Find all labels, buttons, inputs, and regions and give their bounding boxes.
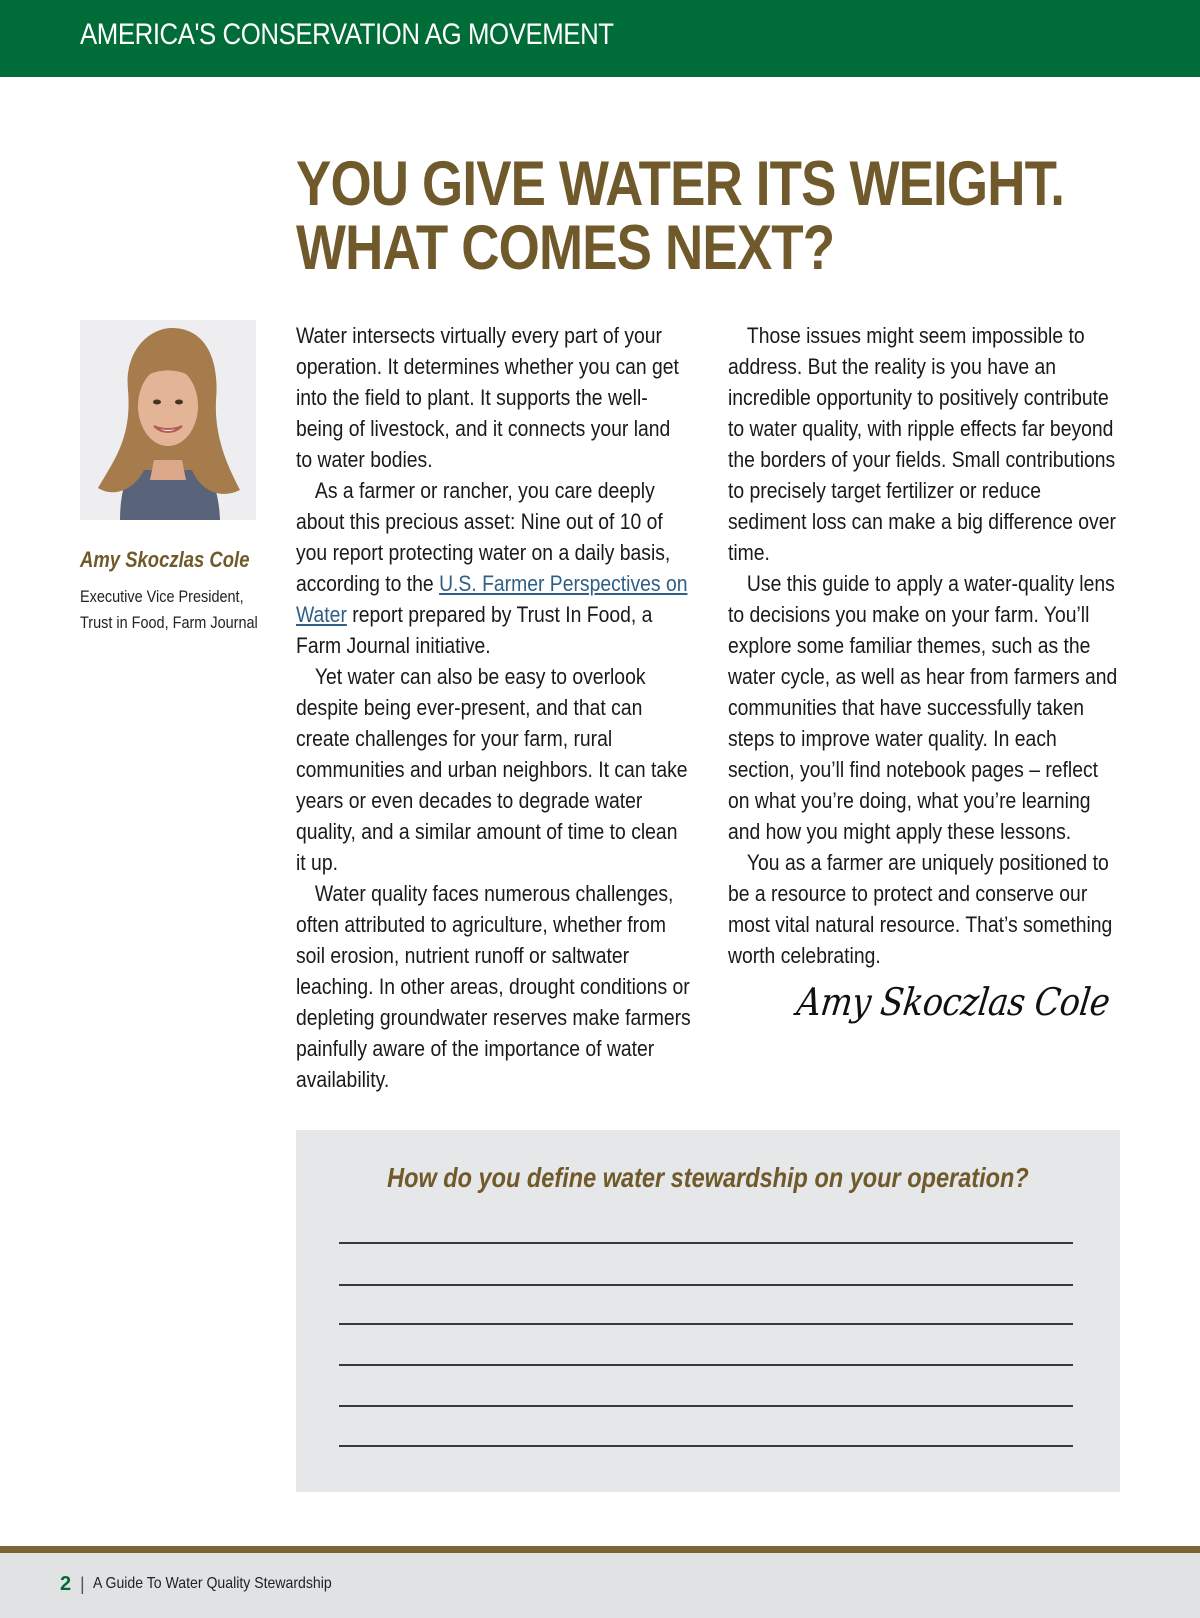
page-footer [0,1553,1200,1618]
body-paragraph: Yet water can also be easy to overlook despite being ever-present, and that can create challenges for your farm, rural communities and urban neighbors. It can take years or even decades to degrade water quality, and a similar amount of time to clean it up. [296,664,688,875]
body-paragraph: Water quality faces numerous challenges, often attributed to agriculture, whether from soil erosion, nutrient runoff or saltwater leaching. In other areas, drought conditions or depleting groundwater reserves make farmers painfully aware of the importance of water availability. [296,881,691,1092]
author-title [80,584,276,636]
notebook-question: How do you define water stewardship on your operation? [387,1162,1029,1193]
author-signature: Amy Skoczlas Cole [794,980,1113,1024]
footer-rule [0,1546,1200,1553]
writing-line[interactable] [339,1364,1073,1366]
headline-line-2: WHAT COMES NEXT? [296,213,835,283]
body-paragraph: Water intersects virtually every part of your operation. It determines whether you can get into the field to plant. It supports the well-being of livestock, and it connects your land to water bodies. [296,323,679,472]
body-text: As a farmer or rancher, you care deeply about this precious asset: Nine out of 10 of you report protecting water on a daily basis, according to the [296,478,671,596]
page-headline [296,149,1065,283]
top-banner [0,0,1200,77]
writing-line[interactable] [339,1445,1073,1447]
author-name: Amy Skoczlas Cole [80,547,250,572]
body-paragraph [296,475,692,661]
body-column-right [728,320,1124,971]
footer-separator: | [80,1574,85,1594]
report-link[interactable]: U.S. Farmer Perspectives on Water [296,571,688,627]
author-photo [80,320,256,520]
body-paragraph: Those issues might seem impossible to address. But the reality is you have an incredible opportunity to positively contribute to water quality, with ripple effects far beyond the borders of your fields. Small contributions to precisely target fertilizer or reduce sediment loss can make a big difference over time. [728,323,1116,565]
writing-line[interactable] [339,1242,1073,1244]
writing-line[interactable] [339,1323,1073,1325]
page-number: 2 [60,1573,72,1595]
author-title-line-1: Executive Vice President, [80,587,244,606]
author-title-line-2: Trust in Food, Farm Journal [80,613,258,632]
footer-title: A Guide To Water Quality Stewardship [93,1575,332,1592]
publication-title: AMERICA'S CONSERVATION AG MOVEMENT [80,18,614,51]
headline-line-1: YOU GIVE WATER ITS WEIGHT. [296,149,1065,219]
body-paragraph: Use this guide to apply a water-quality lens to decisions you make on your farm. You’ll explore some familiar themes, such as the water cycle, as well as hear from farmers and communities that have successfully taken steps to improve water quality. In each section, you’ll find notebook pages – reflect on what you’re doing, what you’re learning and how you might apply these lessons. [728,571,1118,844]
writing-line[interactable] [339,1284,1073,1286]
writing-line[interactable] [339,1405,1073,1407]
body-text: report prepared by Trust In Food, a Farm Journal initiative. [296,602,653,658]
body-column-left [296,320,692,1095]
notebook-box [296,1130,1120,1492]
body-paragraph: You as a farmer are uniquely positioned to be a resource to protect and conserve our most vital natural resource. That’s something worth celebrating. [728,850,1113,968]
